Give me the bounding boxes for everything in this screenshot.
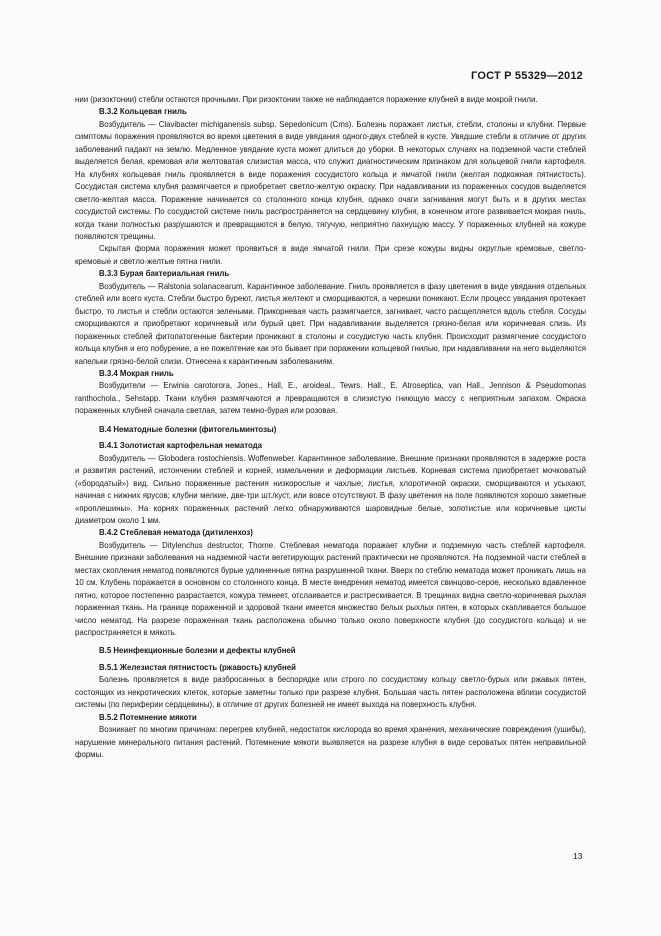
paragraph: Возникает по многим причинам: перегрев клубней, недостаток кислорода во время хранения, механические повреждения (ушибы), нарушение минерального питания растений. Потемнение мякоти выявляется на разрезе клубня в виде сероватых пятен неправильной формы.	[75, 725, 586, 760]
section-heading: В.5.2 Потемнение мякоти	[99, 712, 197, 722]
section-heading: В.3.3 Бурая бактериальная гниль	[99, 269, 230, 279]
chapter-heading: В.4 Нематодные болезни (фитогельминтозы)	[99, 424, 277, 434]
paragraph: Возбудитель — Globodera rostochiensis. Woffenweber. Карантинное заболевание. Внешние признаки проявляются в задержке роста и развития растений, истончении стеблей и корней, измельчении и деформации листьев. Корневая система приобретает мочковатый («бородатый») вид. Сильно пораженные растения низкорослые и чахлые; листья, хлоротичной окраски, сморщиваются и усыхают, начиная с нижних ярусов; клубни мелкие, две-три шт./куст, или вовсе отсутствуют. В фазу цветения на поле появляются хорошо заметные «проплешины». На корнях пораженных растений легко обнаруживаются шаровидные белые, золотистые или коричневые цисты диаметром около 1 мм.	[75, 453, 586, 525]
page-number: 13	[573, 851, 583, 861]
paragraph: нии (ризоктонии) стебли остаются прочными. При ризоктонии также не наблюдается поражение клубней в виде мокрой гнили.	[75, 95, 538, 104]
paragraph: Возбудители — Erwinia carotorora, Jones., Hall, E., aroideal., Tewrs. Hall., E. Atroseptica, van Hall., Jennison & Pseudomonas ranthochola., Sehstapp. Ткани клубня размягчаются и превращаются в слизистую гниющую массу с неприятным запахом. Окраска пораженных клубней сначала светлая, затем темно-бурая или розовая.	[75, 381, 586, 416]
paragraph: Скрытая форма поражения может проявиться в виде ямчатой гнили. При срезе кожуры видны округлые кремовые, светло-кремовые и светло-желтые пятна гнили.	[75, 244, 586, 266]
paragraph: Возбудитель — Clavibacter michiganensis subsp. Sepedonicum (Cms). Болезнь поражает листья, стебли, столоны и клубни. Первые симптомы поражения проявляются во время цветения в виде увядания одного-двух стеблей в кусте. Увядшие стебли в отличие от других заболеваний падают на землю. Медленное увядание куста может длиться до уборки. В некоторых случаях на подземной части стеблей выделяется белая, кремовая или желтоватая слизистая масса, что служит диагностическим признаком для кольцевой гнили картофеля. На клубнях кольцевая гниль проявляется в виде поражения сосудистого кольца и ямчатой гнили (желтая подкожная пятнистость). Сосудистая система клубня размягчается и приобретает светло-желтую окраску. При надавливании из пораженных сосудов выделяется светло-желтая масса. Поражение начинается со столонного конца клубня, однако очаги загнивания могут быть и в других местах сосудистой системы. По сосудистой системе гниль распространяется на сердцевину клубня, в конечном итоге развивается мокрая гниль, когда ткани полностью разрушаются и превращаются в белую, тягучую, неприятно пахнущую массу. У пораженных клубней на кожуре появляются трещины.	[75, 119, 586, 241]
document-body	[75, 94, 586, 762]
chapter-heading: В.5 Неинфекционные болезни и дефекты клубней	[99, 646, 296, 656]
paragraph: Возбудитель — Ralstonia solanacearum. Карантинное заболевание. Гниль проявляется в фазу цветения в виде увядания отдельных стеблей или всего куста. Стебли быстро буреют, листья желтеют и сморщиваются, а черешки поникают. Если процесс увядания протекает быстро, то листья и стебли остаются зелеными. Прикорневая часть размягчается, загнивает, часто расщепляется вдоль стебля. Сосуды сморщиваются и приобретают коричневый или бурый цвет. При надавливании выделяется грязно-белая или коричневая слизь. Из пораженных стеблей фитопатогенные бактерии проникают в столоны и сосудистую часть клубня. Происходит размягчение сосудистого кольца клубня и его побурение, а не пожелтение как это бывает при поражении кольцевой гнилью, при надавливании на него выделяются капельки грязно-белой слизи. Отнесена к карантинным заболеваниям.	[75, 281, 586, 366]
section-heading: В.4.1 Золотистая картофельная нематода	[99, 441, 263, 451]
paragraph: Возбудитель — Ditylenchus destructor, Thorne. Стеблевая нематода поражает клубни и подземную часть стеблей картофеля. Внешние признаки заболевания на надземной части вегетирующих растений практически не проявляются. На подземной части стеблей в местах скопления нематод появляются бурые удлиненные пятна разрушенной ткани. Вверх по стеблю нематода может проникать лишь на 10 см. Клубень поражается в основном со столонного конца. В месте внедрения нематод имеется свинцово-серое, несколько вдавленное пятно, которое постепенно разрастается, кожура темнеет, отслаивается и растрескивается. В трещинах видна светло-коричневая рыхлая пораженная ткань. На границе пораженной и здоровой ткани имеется множество белых рыхлых пятен, в которых скапливается большое число нематод. На разрезе пораженная ткань расположена обычно только около поверхности клубня (до сосудистого кольца) и не распространяется в мякоть.	[75, 540, 586, 638]
document-header: ГОСТ Р 55329—2012	[471, 70, 583, 82]
section-heading: В.3.4 Мокрая гниль	[99, 368, 174, 378]
section-heading: В.5.1 Железистая пятнистость (ржавость) клубней	[99, 662, 296, 672]
paragraph: Болезнь проявляется в виде разбросанных в беспорядке или строго по сосудистому кольцу светло-бурых или ржавых пятен, состоящих из некротических клеток, которые заметны только при разрезе клубня. Большая часть пятен расположена вблизи сосудистой системы (по периферии сердцевины), в отличие от других болезней не имеет выхода на поверхность клубня.	[75, 675, 586, 710]
section-heading: В.4.2 Стеблевая нематода (дитиленхоз)	[99, 528, 253, 538]
section-heading: В.3.2 Кольцевая гниль	[99, 107, 187, 117]
